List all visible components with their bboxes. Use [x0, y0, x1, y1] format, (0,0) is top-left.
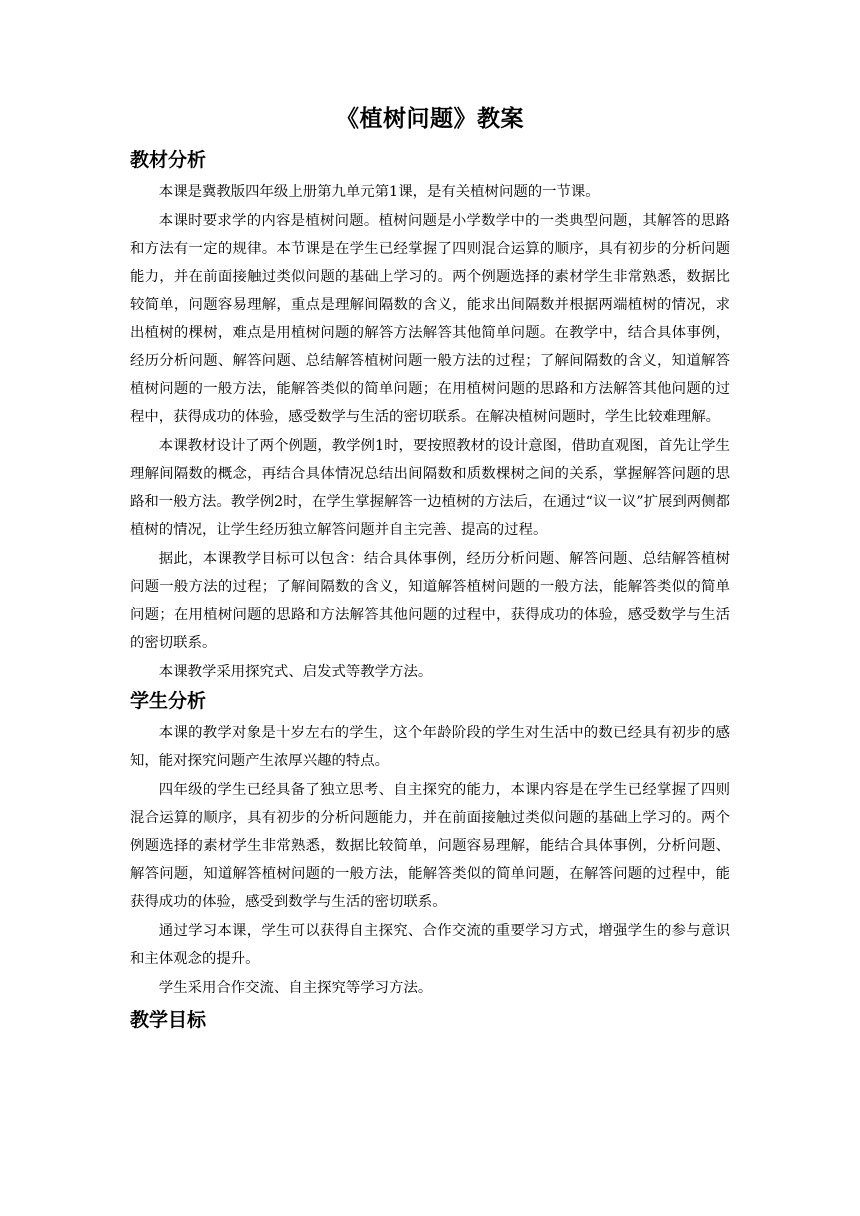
paragraph: 本课教材设计了两个例题，教学例1时，要按照教材的设计意图，借助直观图，首先让学生理解间隔数的概念，再结合具体情况总结出间隔数和质数棵树之间的关系，掌握解答问题的思路和一般方法。教学例2时，在学生掌握解答一边植树的方法后，在通过“议一议”扩展到两侧都植树的情况，让学生经历独立解答问题并自主完善、提高的过程。 — [130, 438, 730, 538]
section-textbook-analysis — [130, 146, 730, 686]
section-heading: 学生分析 — [130, 690, 207, 712]
paragraph: 学生采用合作交流、自主探究等学习方法。 — [158, 980, 433, 996]
paragraph: 本课是冀教版四年级上册第九单元第1课，是有关植树问题的一节课。 — [158, 184, 600, 200]
paragraph: 据此，本课教学目标可以包含：结合具体事例，经历分析问题、解答问题、总结解答植树问题一般方法的过程；了解间隔数的含义，知道解答植树问题的一般方法，能解答类似的简单问题；在用植树问题的思路和方法解答其他问题的过程中，获得成功的体验，感受数学与生活的密切联系。 — [130, 551, 730, 651]
section-student-analysis — [130, 687, 730, 1002]
paragraph: 本课的教学对象是十岁左右的学生，这个年龄阶段的学生对生活中的数已经具有初步的感知，能对探究问题产生浓厚兴趣的特点。 — [130, 725, 730, 769]
paragraph: 本课时要求学的内容是植树问题。植树问题是小学数学中的一类典型问题，其解答的思路和方法有一定的规律。本节课是在学生已经掌握了四则混合运算的顺序，具有初步的分析问题能力，并在前面接触过类似问题的基础上学习的。两个例题选择的素材学生非常熟悉，数据比较简单，问题容易理解，重点是理解间隔数的含义，能求出间隔数并根据两端植树的情况，求出植树的棵树，难点是用植树问题的解答方法解答其他简单问题。在教学中，结合具体事例，经历分析问题、解答问题、总结解答植树问题一般方法的过程；了解间隔数的含义，知道解答植树问题的一般方法，能解答类似的简单问题；在用植树问题的思路和方法解答其他问题的过程中，获得成功的体验，感受数学与生活的密切联系。在解决植树问题时，学生比较难理解。 — [130, 213, 730, 425]
document-title: 《植树问题》教案 — [336, 106, 524, 132]
paragraph: 本课教学采用探究式、启发式等教学方法。 — [158, 664, 433, 680]
section-heading: 教材分析 — [130, 149, 207, 171]
section-heading: 教学目标 — [130, 1009, 207, 1031]
paragraph: 通过学习本课，学生可以获得自主探究、合作交流的重要学习方式，增强学生的参与意识和主体观念的提升。 — [130, 923, 730, 967]
section-teaching-objectives — [130, 1006, 730, 1034]
paragraph: 四年级的学生已经具备了独立思考、自主探究的能力，本课内容是在学生已经掌握了四则混合运算的顺序，具有初步的分析问题能力，并在前面接触过类似问题的基础上学习的。两个例题选择的素材学生非常熟悉，数据比较简单，问题容易理解，能结合具体事例，分析问题、解答问题，知道解答植树问题的一般方法，能解答类似的简单问题，在解答问题的过程中，能获得成功的体验，感受到数学与生活的密切联系。 — [130, 782, 730, 910]
document-page — [130, 102, 730, 1038]
